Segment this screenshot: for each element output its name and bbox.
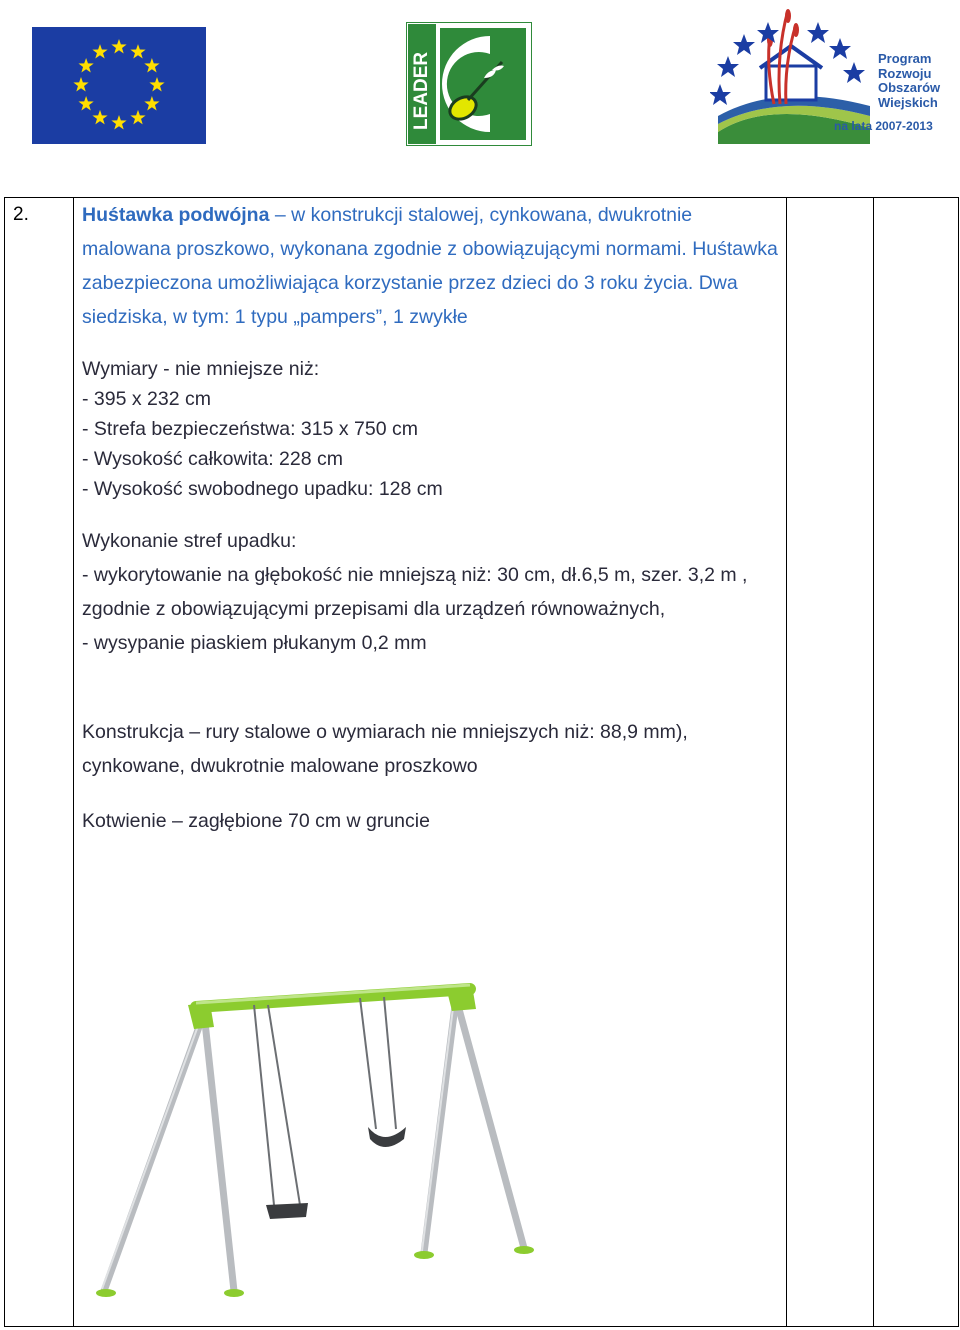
fall-zone-heading: Wykonanie stref upadku: bbox=[82, 530, 297, 552]
anchoring-text: Kotwienie – zagłębione 70 cm w gruncie bbox=[82, 810, 430, 832]
prow-line: Rozwoju bbox=[878, 65, 932, 81]
prow-logo-text bbox=[878, 52, 940, 110]
double-swing-illustration bbox=[84, 943, 574, 1313]
leader-logo-icon bbox=[406, 22, 532, 146]
dimension-line: - 395 x 232 cm bbox=[82, 388, 211, 410]
prow-line: Wiejskich bbox=[878, 94, 938, 110]
empty-cell bbox=[874, 198, 959, 1327]
dimension-line: - Wysokość swobodnego upadku: 128 cm bbox=[82, 478, 443, 500]
prow-line: Obszarów bbox=[878, 80, 941, 95]
fall-zone-line: - wysypanie piaskiem płukanym 0,2 mm bbox=[82, 632, 427, 654]
item-title: Huśtawka podwójna bbox=[82, 204, 270, 226]
logo-header bbox=[0, 0, 960, 160]
item-intro bbox=[82, 198, 786, 334]
specification-table bbox=[4, 197, 959, 1327]
dimensions-heading: Wymiary - nie mniejsze niż: bbox=[82, 358, 320, 380]
fall-zone-line: - wykorytowanie na głębokość nie mniejszą niż: 30 cm, dł.6,5 m, szer. 3,2 m , zgodnie z obowiązującymi przepisami dla urządzeń równoważnych, bbox=[82, 564, 748, 620]
prow-line: Program bbox=[878, 51, 932, 66]
item-number-cell bbox=[5, 198, 74, 1327]
dimensions-block bbox=[82, 354, 786, 838]
dimension-line: - Wysokość całkowita: 228 cm bbox=[82, 448, 343, 470]
prow-logo-years: na lata 2007-2013 bbox=[834, 119, 933, 133]
item-intro-text: – w konstrukcji stalowej, cynkowana, dwukrotnie malowana proszkowo, wykonana zgodnie z obowiązującymi normami. Huśtawka zabezpieczona umożliwiająca korzystanie przez dzieci do 3 roku życia. Dwa siedziska, w tym: 1 typu „pampers”, 1 zwykłe bbox=[82, 204, 778, 328]
construction-text: Konstrukcja – rury stalowe o wymiarach nie mniejszych niż: 88,9 mm), cynkowane, dwukrotnie malowane proszkowo bbox=[82, 721, 688, 777]
table-row bbox=[5, 198, 959, 1327]
empty-cell bbox=[787, 198, 874, 1327]
item-number: 2. bbox=[13, 204, 29, 225]
item-description-cell bbox=[74, 198, 787, 1327]
leader-logo-letters: LEADER bbox=[411, 51, 432, 130]
item-description bbox=[74, 198, 786, 1326]
eu-flag-icon bbox=[32, 27, 206, 144]
dimension-line: - Strefa bezpieczeństwa: 315 x 750 cm bbox=[82, 418, 419, 440]
